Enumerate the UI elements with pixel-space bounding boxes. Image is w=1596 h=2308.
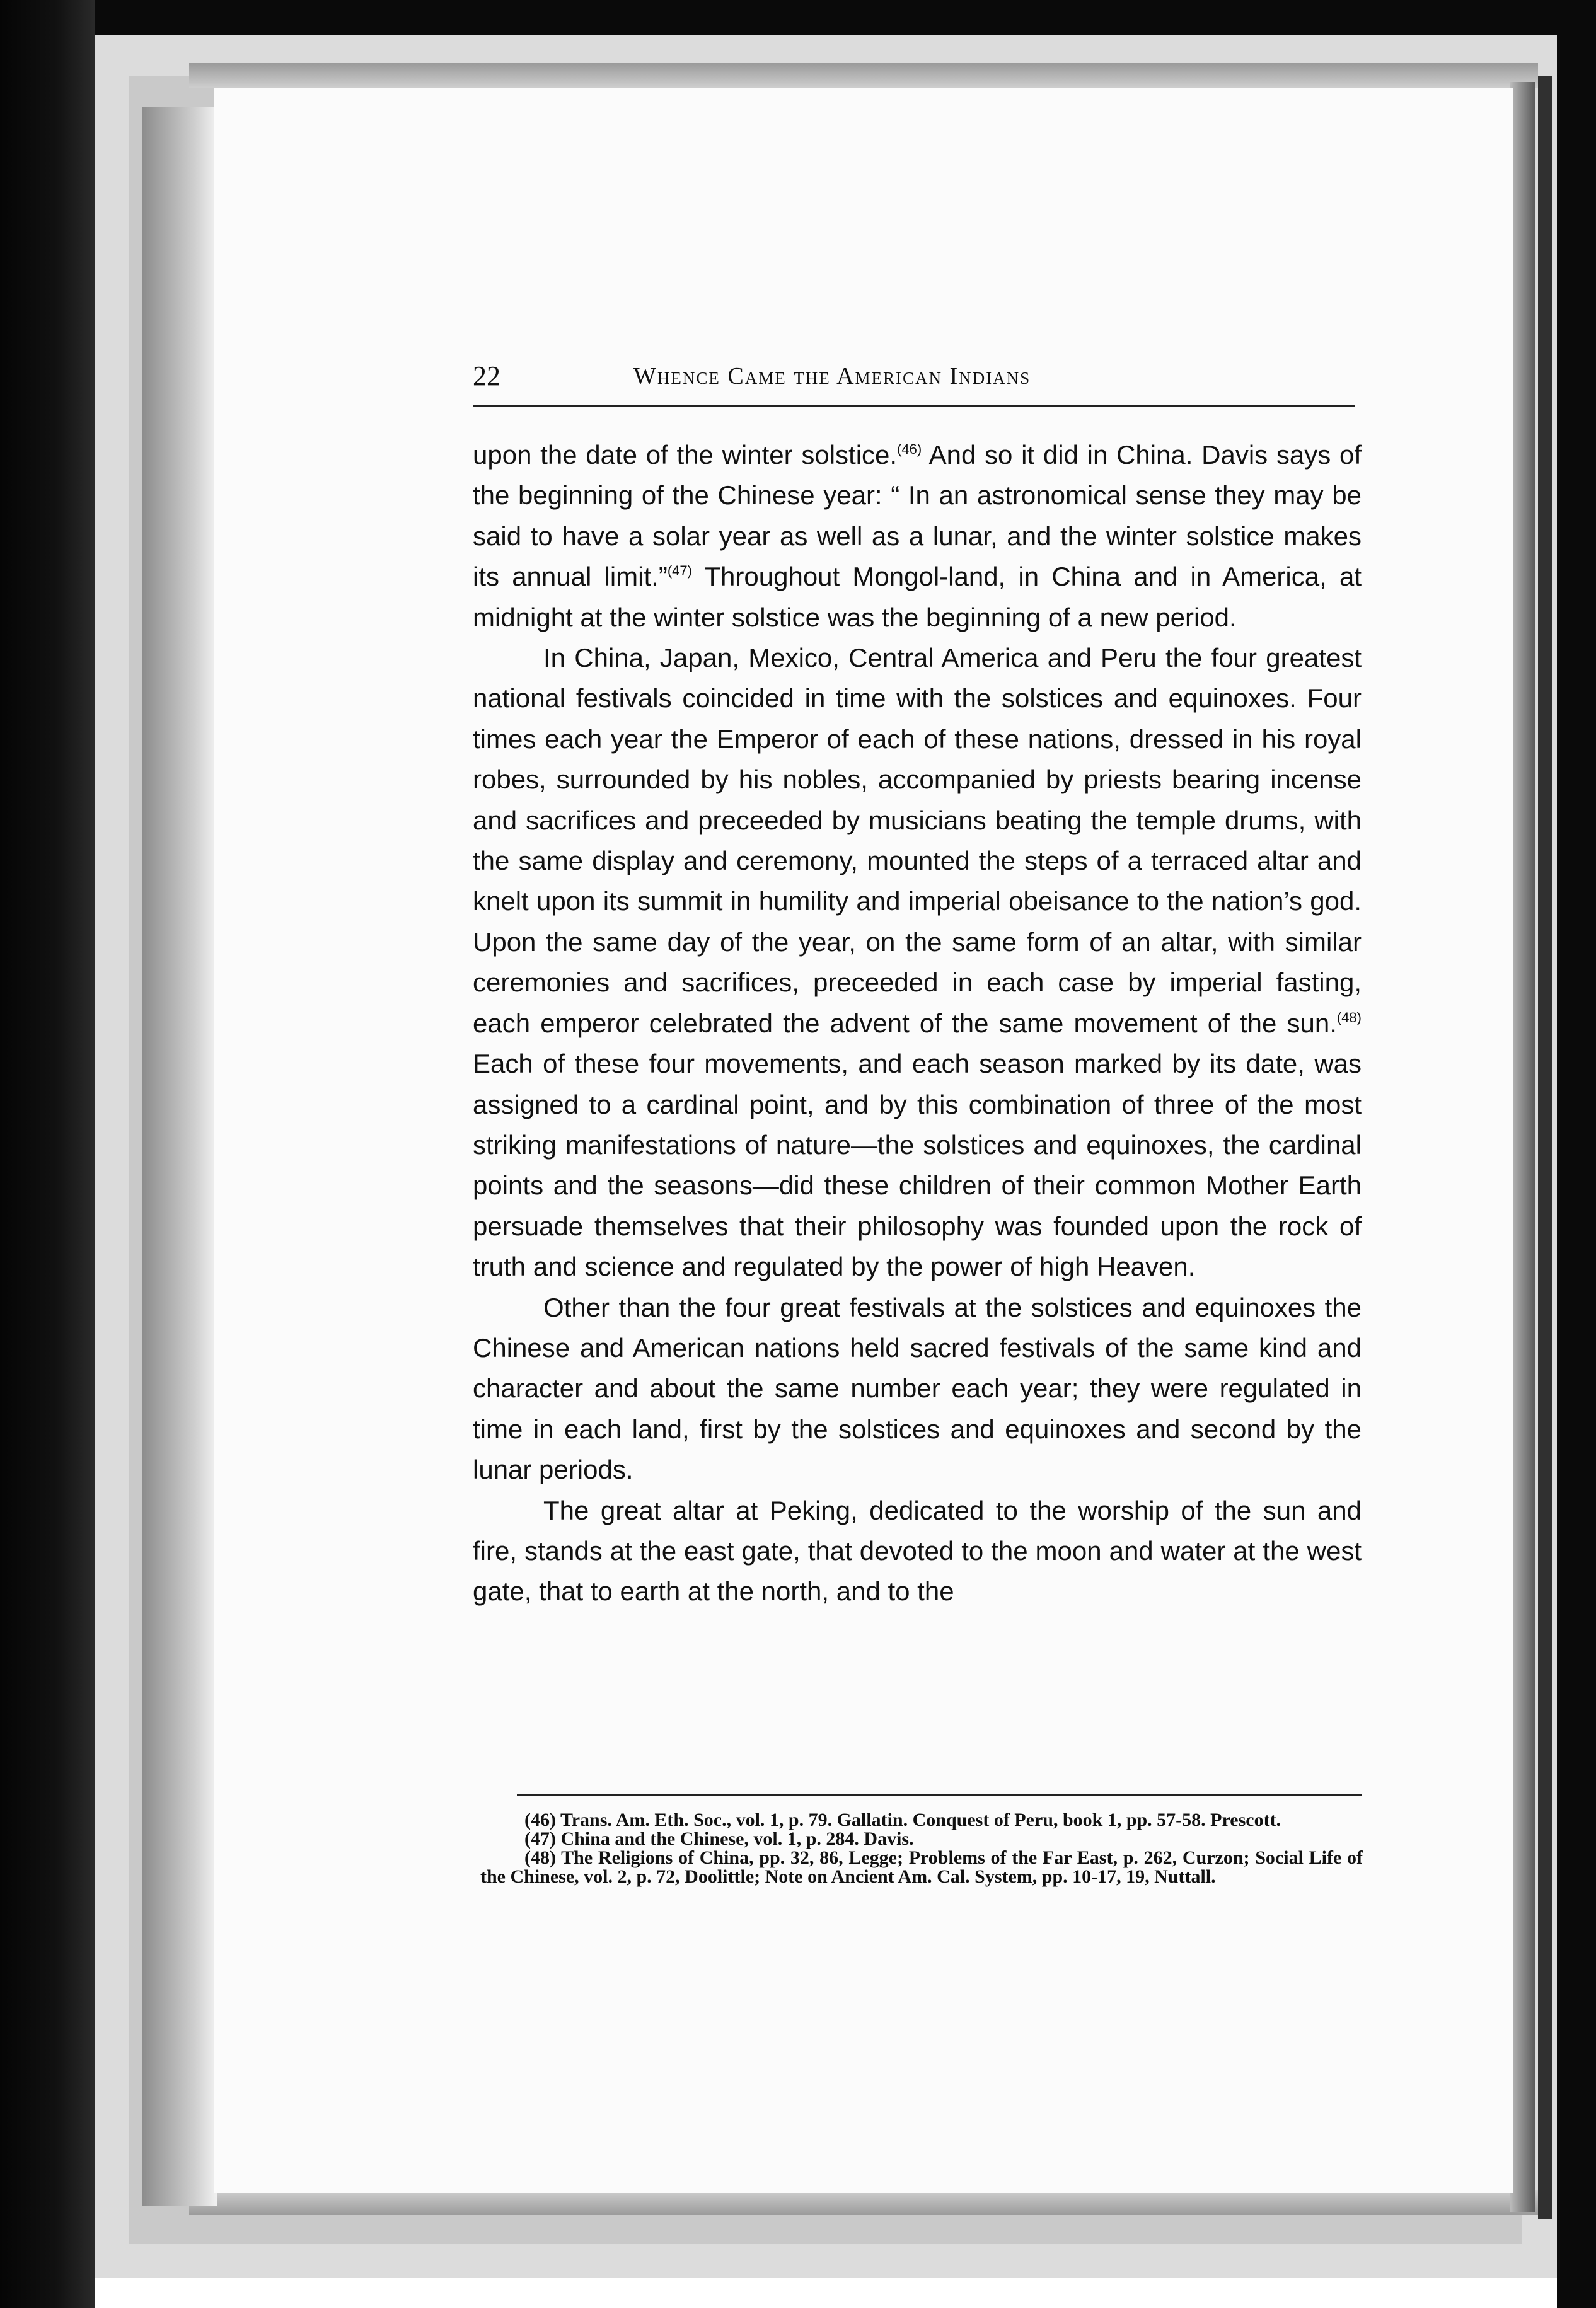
paragraph-1-text-c: Throughout Mongol-land, in China and in America, at midnight at the winter solstice was the beginning of a new period.	[473, 562, 1362, 632]
running-title: Whence Came the American Indians	[633, 363, 1031, 389]
scan-border-left	[0, 0, 95, 2308]
body-text	[473, 435, 1362, 1612]
page-number: 22	[473, 361, 500, 391]
binding-strip	[1538, 76, 1552, 2219]
paragraph-1-text-b: And so it did in China. Davis says of the beginning of the Chinese year: “ In an astronomical sense they may be said to have a solar year as well as a lunar, and the winter solstice makes its annual limit.”	[473, 440, 1362, 592]
footnote-46: (46) Trans. Am. Eth. Soc., vol. 1, p. 79. Gallatin. Conquest of Peru, book 1, pp. 57-58. Prescott.	[524, 1809, 1281, 1830]
paragraph-2	[473, 638, 1362, 1288]
footnote-48: (48) The Religions of China, pp. 32, 86, Legge; Problems of the Far East, p. 262, Curzon; Social Life of the Chinese, vol. 2, p. 72, Doolittle; Note on Ancient Am. Cal. System, pp. 10-17, 19, Nuttall.	[480, 1847, 1363, 1887]
paragraph-2-text-b: Each of these four movements, and each season marked by its date, was assigned to a cardinal point, and by this combination of three of the most striking manifestations of nature—the solstices and equinoxes, the cardinal points and the seasons—did these children of their common Mother Earth persuade themselves that their philosophy was founded upon the rock of truth and science and regulated by the power of high Heaven.	[473, 1049, 1362, 1282]
footnote-47: (47) China and the Chinese, vol. 1, p. 284. Davis.	[524, 1828, 914, 1849]
page-edge-bottom	[189, 2190, 1538, 2215]
paragraph-4: The great altar at Peking, dedicated to the worship of the sun and fire, stands at the east gate, that devoted to the moon and water at the west gate, that to earth at the north, and to the	[473, 1495, 1362, 1607]
paragraph-2-text-a: In China, Japan, Mexico, Central America and Peru the four greatest national festivals coincided in time with the solstices and equinoxes. Four times each year the Emperor of each of these nations, dressed in his royal robes, surrounded by his nobles, accompanied by priests bearing incense and sacrifices and preceeded by musicians beating the temple drums, with the same display and ceremony, mounted the steps of a terraced altar and knelt upon its summit in humility and imperial obeisance to the nation’s god. Upon the same day of the year, on the same form of an altar, with similar ceremonies and sacrifices, preceeded in each case by imperial fasting, each emperor celebrated the advent of the same movement of the sun.	[473, 643, 1362, 1038]
footnote-ref-48: (48)	[1336, 1009, 1362, 1025]
paragraph-1-text-a: upon the date of the winter solstice.	[473, 440, 898, 470]
page-gutter-shadow	[142, 107, 217, 2206]
paragraph-3: Other than the four great festivals at the solstices and equinoxes the Chinese and American nations held sacred festivals of the same kind and character and about the same number each year; they were regulated in time in each land, first by the solstices and equinoxes and second by the lunar periods.	[473, 1292, 1362, 1485]
header-rule	[473, 405, 1355, 407]
scan-border-right	[1557, 0, 1596, 2308]
footnote-ref-46: (46)	[897, 441, 922, 457]
footnote-ref-47: (47)	[667, 563, 692, 579]
footnotes	[480, 1811, 1363, 1886]
page-edge-top	[189, 63, 1538, 88]
paragraph-1	[473, 435, 1362, 638]
footnote-rule	[517, 1794, 1362, 1796]
scan-border-top	[0, 0, 1596, 35]
page-edge-right	[1510, 82, 1535, 2212]
